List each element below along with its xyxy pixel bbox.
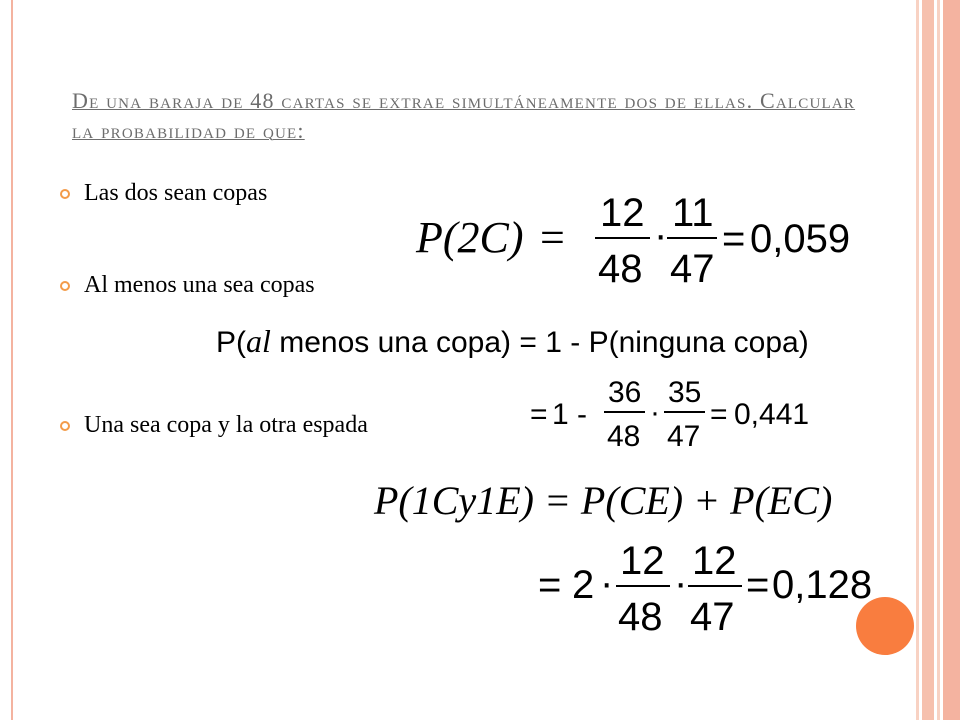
- formula-result: 0,128: [772, 563, 873, 607]
- formula-dot: ·: [654, 213, 668, 257]
- formula-equals: =: [746, 563, 770, 607]
- bullet-item: [60, 272, 315, 299]
- fraction-numerator: 12: [620, 539, 665, 583]
- fraction-denominator: 47: [667, 420, 701, 453]
- fraction-denominator: 47: [670, 247, 715, 291]
- bullet-label: Al menos una sea copas: [84, 272, 315, 298]
- bullet-item: [60, 412, 368, 439]
- formula-equals: =: [530, 398, 548, 431]
- formula-two: 2: [572, 563, 595, 607]
- bullet-item: [60, 180, 267, 207]
- slide-title: [72, 86, 872, 146]
- formula-dot: ·: [650, 396, 660, 429]
- formula-al: al: [246, 323, 271, 359]
- fraction-denominator: 48: [607, 420, 641, 453]
- formula-result: 0,441: [734, 398, 810, 431]
- formula-lhs: P(2C): [416, 213, 524, 262]
- fraction-numerator: 36: [608, 376, 642, 409]
- formula-complement-result: [528, 372, 828, 468]
- fraction-numerator: 11: [672, 191, 714, 235]
- formula-equals: =: [722, 217, 746, 261]
- slide-title-text: De una baraja de 48 cartas se extrae simultáneamente dos de ellas. Calcular la probabilidad de que:: [72, 88, 856, 143]
- left-border-line: [11, 0, 13, 720]
- formula-dot: ·: [674, 561, 688, 605]
- formula-equals: =: [538, 563, 562, 607]
- formula-one-minus: 1 -: [552, 398, 588, 431]
- fraction-numerator: 12: [600, 191, 645, 235]
- formula-copa-espada-result: [536, 536, 873, 640]
- fraction-denominator: 48: [618, 595, 663, 639]
- formula-copa-espada: [370, 470, 850, 530]
- formula-p: P(: [216, 326, 246, 359]
- formula-rest: menos una copa) = 1 - P(ninguna copa): [270, 326, 809, 359]
- bullet-circle-icon: [60, 281, 70, 291]
- formula-dot: ·: [600, 561, 614, 605]
- right-decorative-stripes: [916, 0, 960, 720]
- formula-result: 0,059: [750, 217, 851, 261]
- svg-text:P(al menos una copa) = 1 - P(n: [216, 323, 809, 359]
- formula-equals: =: [710, 398, 728, 431]
- bullet-label: Las dos sean copas: [84, 180, 268, 206]
- formula-lhs: P(1Cy1E) = P(CE) + P(EC): [374, 478, 833, 523]
- fraction-denominator: 48: [598, 247, 643, 291]
- bullet-label: Una sea copa y la otra espada: [84, 412, 368, 438]
- bullet-circle-icon: [60, 421, 70, 431]
- fraction-denominator: 47: [690, 595, 735, 639]
- formula-equals: =: [540, 213, 565, 262]
- bullet-circle-icon: [60, 189, 70, 199]
- formula-two-copas: [410, 182, 860, 292]
- fraction-numerator: 12: [692, 539, 737, 583]
- formula-al-menos-una: [210, 314, 850, 364]
- fraction-numerator: 35: [668, 376, 702, 409]
